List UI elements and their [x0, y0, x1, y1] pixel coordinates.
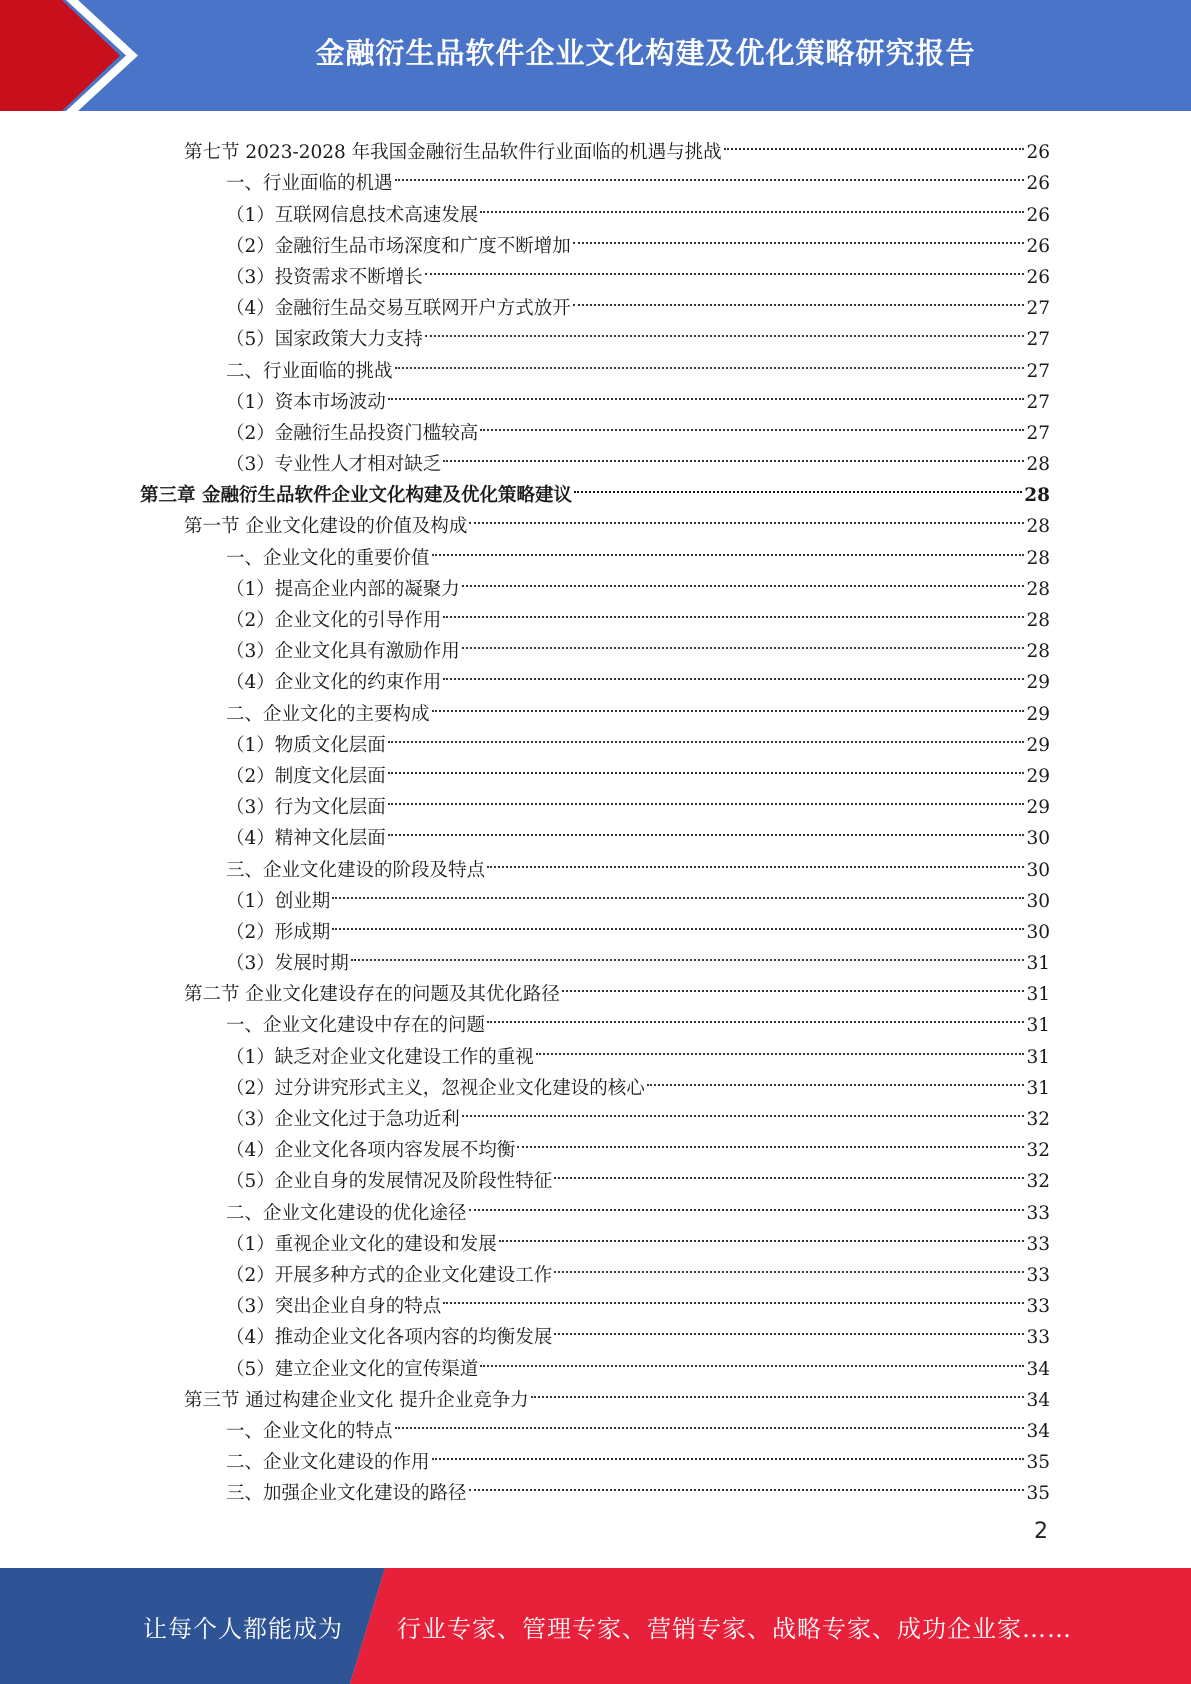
toc-entry-page: 29 — [1026, 672, 1050, 694]
toc-entry-page: 33 — [1026, 1233, 1050, 1255]
toc-dot-leader — [395, 1406, 1025, 1437]
toc-dot-leader — [332, 907, 1024, 938]
toc-dot-leader — [554, 1250, 1024, 1281]
toc-entry-title: 三、加强企业文化建设的路径 — [226, 1483, 467, 1505]
toc-entry-title: （4）企业文化各项内容发展不均衡 — [226, 1140, 516, 1162]
toc-dot-leader — [425, 252, 1025, 283]
toc-dot-leader — [462, 1094, 1025, 1125]
toc-entry-page: 33 — [1026, 1327, 1050, 1349]
toc-entry-title: 第三章 金融衍生品软件企业文化构建及优化策略建议 — [140, 485, 572, 507]
toc-entry-page: 33 — [1026, 1264, 1050, 1286]
toc-entry-page: 33 — [1026, 1296, 1050, 1318]
toc-dot-leader — [536, 1031, 1025, 1062]
toc-dot-leader — [562, 969, 1025, 1000]
toc-entry-title: 三、企业文化建设的阶段及特点 — [226, 859, 486, 881]
toc-entry-page: 28 — [1026, 578, 1050, 600]
toc-dot-leader — [573, 283, 1025, 314]
toc-entry-page: 30 — [1026, 921, 1050, 943]
toc-entry-title: （1）提高企业内部的凝聚力 — [226, 578, 460, 600]
toc-entry-page: 28 — [1026, 610, 1050, 631]
toc-dot-leader — [724, 127, 1025, 158]
toc-entry-page: 30 — [1026, 859, 1050, 881]
footer-slogan-left: 让每个人都能成为 — [143, 1614, 343, 1643]
toc-entry-title: （2）企业文化的引导作用 — [226, 610, 442, 631]
toc-dot-leader — [395, 158, 1025, 189]
toc-dot-leader — [554, 1312, 1024, 1343]
toc-entry-title: （1）互联网信息技术高速发展 — [226, 204, 479, 226]
toc-entry-title: （2）制度文化层面 — [226, 765, 386, 787]
toc-entry-page: 31 — [1026, 1077, 1050, 1099]
toc-entry-page: 34 — [1026, 1358, 1050, 1380]
page-footer — [0, 1568, 1191, 1684]
toc-entry-title: （3）专业性人才相对缺乏 — [226, 454, 442, 476]
page-header — [0, 0, 1191, 111]
toc-entry-page: 27 — [1026, 329, 1050, 351]
toc-dot-leader — [395, 345, 1025, 376]
toc-entry-page: 34 — [1026, 1389, 1050, 1411]
toc-entry-title: 一、行业面临的机遇 — [226, 173, 393, 195]
toc-entry-page: 33 — [1026, 1202, 1050, 1224]
toc-dot-leader — [432, 532, 1025, 563]
toc-dot-leader — [531, 1375, 1025, 1406]
toc-dot-leader — [480, 189, 1024, 220]
toc-entry-page: 32 — [1026, 1140, 1050, 1162]
toc-entry-page: 28 — [1024, 485, 1050, 507]
footer-slogan-right: 行业专家、管理专家、营销专家、战略专家、成功企业家…… — [397, 1614, 1072, 1643]
toc-entry-title: 第七节 2023-2028 年我国金融衍生品软件行业面临的机遇与挑战 — [184, 142, 722, 164]
toc-dot-leader — [443, 439, 1024, 470]
toc-entry-title: （4）推动企业文化各项内容的均衡发展 — [226, 1327, 553, 1349]
toc-entry-page: 35 — [1026, 1452, 1050, 1474]
toc-dot-leader — [554, 1156, 1024, 1187]
toc-entry-title: 一、企业文化建设中存在的问题 — [226, 1015, 486, 1037]
toc-entry-page: 30 — [1026, 828, 1050, 850]
toc-entry-title: （4）精神文化层面 — [226, 828, 386, 850]
toc-dot-leader — [332, 876, 1024, 907]
toc-dot-leader — [388, 377, 1025, 408]
toc-entry-page: 35 — [1026, 1483, 1050, 1505]
toc-entry-title: （4）企业文化的约束作用 — [226, 672, 442, 694]
toc-dot-leader — [469, 501, 1024, 532]
toc-entry-page: 27 — [1026, 298, 1050, 320]
page-number: 2 — [1034, 1519, 1048, 1544]
toc-dot-leader — [517, 1125, 1024, 1156]
toc-entry-page: 27 — [1026, 422, 1050, 444]
toc-entry-title: 第一节 企业文化建设的价值及构成 — [184, 516, 468, 538]
toc-entry-page: 26 — [1026, 173, 1050, 195]
toc-entry-page: 32 — [1026, 1171, 1050, 1193]
toc-dot-leader — [432, 1437, 1025, 1468]
toc-entry-title: （5）国家政策大力支持 — [226, 329, 423, 351]
toc-entry-page: 26 — [1026, 142, 1050, 164]
toc-entry-page: 29 — [1026, 765, 1050, 787]
toc-dot-leader — [443, 657, 1024, 688]
toc-dot-leader — [487, 1000, 1024, 1031]
toc-entry-title: （1）创业期 — [226, 890, 331, 912]
toc-entry-title: 二、行业面临的挑战 — [226, 360, 393, 382]
toc-entry-title: （3）发展时期 — [226, 953, 349, 975]
toc-entry-title: （2）过分讲究形式主义，忽视企业文化建设的核心 — [226, 1077, 645, 1099]
toc-entry-title: （2）金融衍生品投资门槛较高 — [226, 422, 479, 444]
toc-entry-page: 29 — [1026, 797, 1050, 819]
toc-entry-page: 31 — [1026, 1046, 1050, 1068]
toc-dot-leader — [647, 1063, 1025, 1094]
toc-entry-title: 第三节 通过构建企业文化 提升企业竞争力 — [184, 1389, 529, 1411]
toc-dot-leader — [388, 751, 1025, 782]
toc-dot-leader — [443, 595, 1024, 626]
toc-dot-leader — [432, 688, 1025, 719]
toc-entry-page: 27 — [1026, 391, 1050, 413]
toc-entry-title: （2）金融衍生品市场深度和广度不断增加 — [226, 235, 571, 257]
toc-dot-leader — [388, 782, 1025, 813]
toc-entry-page: 28 — [1026, 454, 1050, 476]
toc-dot-leader — [573, 221, 1025, 252]
toc-entry-title: 第二节 企业文化建设存在的问题及其优化路径 — [184, 984, 560, 1006]
toc-dot-leader — [351, 938, 1025, 969]
toc-entry-page: 29 — [1026, 703, 1050, 725]
toc-entry-title: （3）行为文化层面 — [226, 797, 386, 819]
toc-dot-leader — [487, 844, 1024, 875]
toc-entry-page: 29 — [1026, 734, 1050, 756]
toc-entry-title: （5）企业自身的发展情况及阶段性特征 — [226, 1171, 553, 1193]
toc-entry-page: 28 — [1026, 516, 1050, 538]
toc-entry-page: 34 — [1026, 1420, 1050, 1442]
toc-entry-page: 31 — [1026, 953, 1050, 975]
toc-entry-title: 二、企业文化建设的作用 — [226, 1452, 430, 1474]
toc-entry-title: 二、企业文化的主要构成 — [226, 703, 430, 725]
toc-entry-title: （3）投资需求不断增长 — [226, 266, 423, 288]
toc-entry-page: 26 — [1026, 204, 1050, 226]
toc-entry-title: （1）重视企业文化的建设和发展 — [226, 1233, 497, 1255]
toc-dot-leader — [480, 1343, 1024, 1374]
toc-entry-title: 一、企业文化的特点 — [226, 1420, 393, 1442]
toc-entry-page: 26 — [1026, 266, 1050, 288]
toc-dot-leader — [462, 626, 1025, 657]
toc-entry-title: 二、企业文化建设的优化途径 — [226, 1202, 467, 1224]
toc-dot-leader — [499, 1219, 1025, 1250]
toc-dot-leader — [480, 408, 1024, 439]
toc-dot-leader — [388, 813, 1025, 844]
toc-entry-title: （2）开展多种方式的企业文化建设工作 — [226, 1264, 553, 1286]
toc-dot-leader — [443, 1281, 1024, 1312]
toc-dot-leader — [574, 470, 1022, 501]
toc-entry-title: （4）金融衍生品交易互联网开户方式放开 — [226, 298, 571, 320]
toc-dot-leader — [388, 720, 1025, 751]
toc-entry-page: 28 — [1026, 547, 1050, 569]
document-title: 金融衍生品软件企业文化构建及优化策略研究报告 — [315, 35, 976, 70]
toc-dot-leader — [469, 1468, 1025, 1499]
toc-entry-title: （1）物质文化层面 — [226, 734, 386, 756]
toc-entry-page: 31 — [1026, 984, 1050, 1006]
toc-entry-page: 31 — [1026, 1015, 1050, 1037]
toc-entry-title: （3）突出企业自身的特点 — [226, 1296, 442, 1318]
toc-entry-title: 一、企业文化的重要价值 — [226, 547, 430, 569]
toc-entry-page: 27 — [1026, 360, 1050, 382]
toc-dot-leader — [462, 564, 1025, 595]
toc-dot-leader — [469, 1187, 1025, 1218]
toc-entry-title: （3）企业文化具有激励作用 — [226, 641, 460, 663]
toc-entry[interactable] — [140, 127, 1050, 164]
toc-entry-page: 28 — [1026, 641, 1050, 663]
toc-dot-leader — [425, 314, 1025, 345]
toc-entry-page: 26 — [1026, 235, 1050, 257]
table-of-contents — [140, 127, 1050, 1505]
toc-entry-title: （3）企业文化过于急功近利 — [226, 1109, 460, 1130]
toc-entry-page: 32 — [1026, 1109, 1050, 1130]
toc-entry-title: （1）资本市场波动 — [226, 391, 386, 413]
toc-entry-title: （2）形成期 — [226, 921, 331, 943]
toc-entry-title: （1）缺乏对企业文化建设工作的重视 — [226, 1046, 534, 1068]
toc-entry-title: （5）建立企业文化的宣传渠道 — [226, 1358, 479, 1380]
toc-entry-page: 30 — [1026, 890, 1050, 912]
